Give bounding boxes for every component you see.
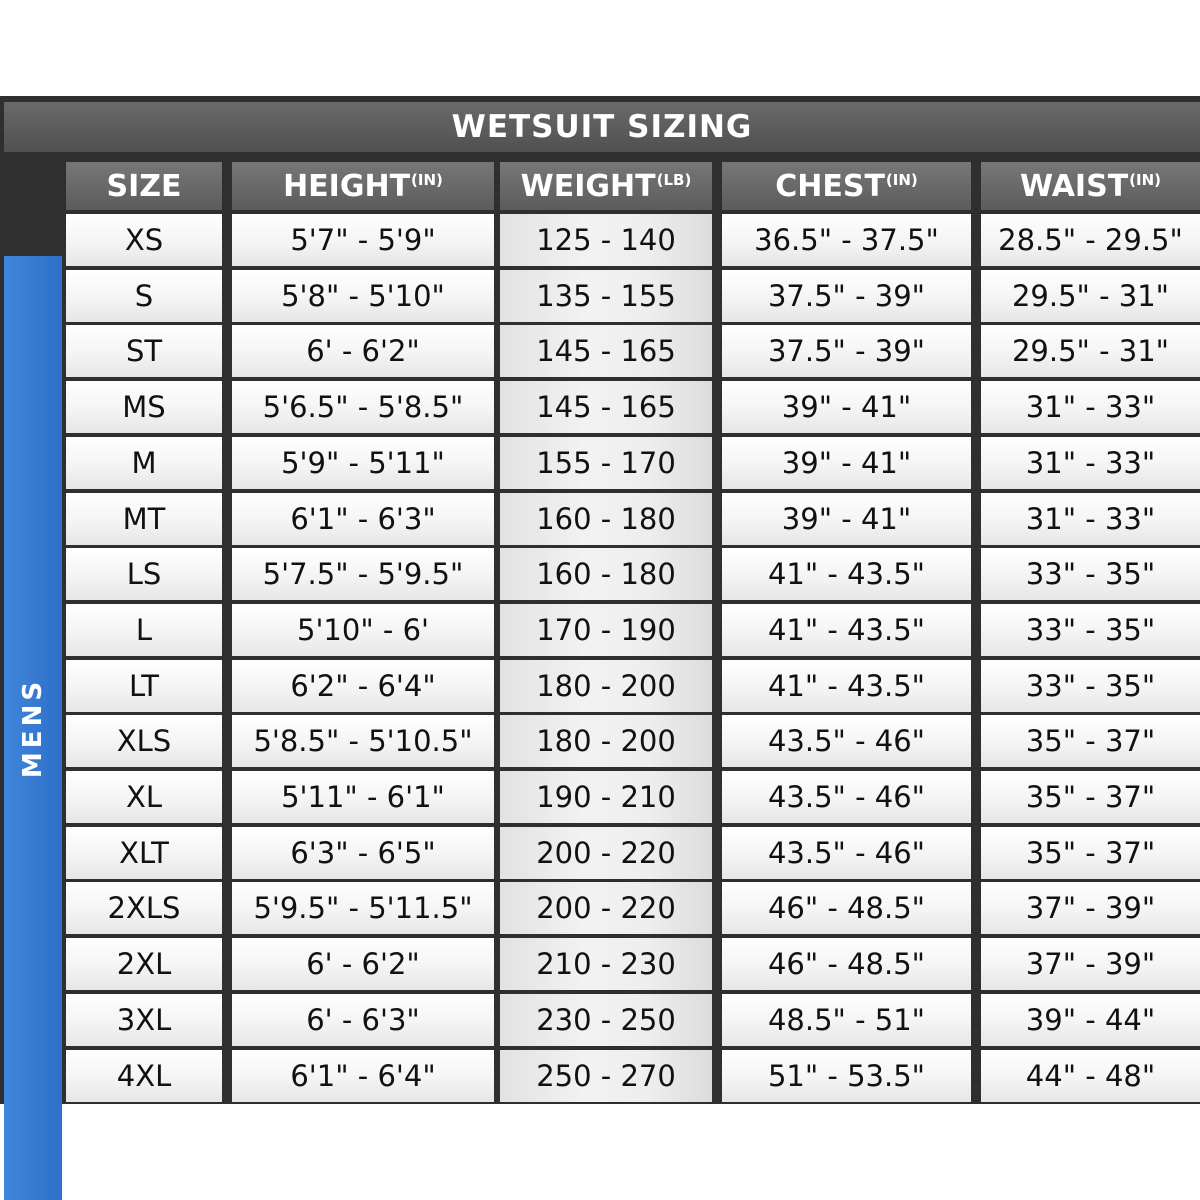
cell-chest: 46" - 48.5"	[722, 882, 971, 934]
cell-weight: 135 - 155	[500, 270, 712, 322]
header-unit: (IN)	[885, 171, 918, 189]
cell-weight: 145 - 165	[500, 325, 712, 377]
cell-weight: 145 - 165	[500, 381, 712, 433]
cell-waist: 35" - 37"	[981, 827, 1200, 879]
cell-weight: 170 - 190	[500, 604, 712, 656]
cell-chest: 48.5" - 51"	[722, 994, 971, 1046]
cell-chest: 41" - 43.5"	[722, 548, 971, 600]
cell-waist: 31" - 33"	[981, 437, 1200, 489]
cell-waist: 35" - 37"	[981, 715, 1200, 767]
cell-size: L	[66, 604, 222, 656]
header-unit: (LB)	[656, 171, 692, 189]
cell-size: LT	[66, 660, 222, 712]
cell-size: S	[66, 270, 222, 322]
cell-height: 6'3" - 6'5"	[232, 827, 494, 879]
cell-weight: 210 - 230	[500, 938, 712, 990]
cell-weight: 200 - 220	[500, 882, 712, 934]
cell-height: 6' - 6'2"	[232, 325, 494, 377]
cell-height: 6'1" - 6'4"	[232, 1050, 494, 1102]
cell-height: 5'7.5" - 5'9.5"	[232, 548, 494, 600]
cell-weight: 160 - 180	[500, 493, 712, 545]
cell-chest: 46" - 48.5"	[722, 938, 971, 990]
cell-weight: 160 - 180	[500, 548, 712, 600]
header-waist	[981, 162, 1200, 210]
header-unit: (IN)	[411, 171, 443, 189]
header-label: HEIGHT	[283, 168, 411, 204]
cell-height: 5'7" - 5'9"	[232, 214, 494, 266]
cell-height: 5'6.5" - 5'8.5"	[232, 381, 494, 433]
cell-size: M	[66, 437, 222, 489]
cell-waist: 31" - 33"	[981, 381, 1200, 433]
cell-chest: 41" - 43.5"	[722, 660, 971, 712]
cell-waist: 31" - 33"	[981, 493, 1200, 545]
header-label: SIZE	[106, 168, 182, 204]
cell-waist: 37" - 39"	[981, 882, 1200, 934]
cell-chest: 37.5" - 39"	[722, 325, 971, 377]
cell-chest: 51" - 53.5"	[722, 1050, 971, 1102]
mens-side-label	[4, 256, 62, 1200]
header-label: WAIST	[1019, 168, 1129, 204]
cell-chest: 43.5" - 46"	[722, 771, 971, 823]
cell-weight: 180 - 200	[500, 660, 712, 712]
cell-chest: 43.5" - 46"	[722, 715, 971, 767]
sizing-chart	[0, 96, 1200, 1104]
side-label-text: MENS	[18, 677, 48, 779]
cell-size: XL	[66, 771, 222, 823]
cell-weight: 155 - 170	[500, 437, 712, 489]
cell-height: 5'11" - 6'1"	[232, 771, 494, 823]
cell-waist: 29.5" - 31"	[981, 325, 1200, 377]
cell-waist: 29.5" - 31"	[981, 270, 1200, 322]
cell-weight: 190 - 210	[500, 771, 712, 823]
cell-waist: 35" - 37"	[981, 771, 1200, 823]
cell-chest: 39" - 41"	[722, 493, 971, 545]
cell-size: MT	[66, 493, 222, 545]
cell-height: 6' - 6'2"	[232, 938, 494, 990]
cell-chest: 41" - 43.5"	[722, 604, 971, 656]
header-chest	[722, 162, 971, 210]
cell-weight: 125 - 140	[500, 214, 712, 266]
cell-size: 4XL	[66, 1050, 222, 1102]
cell-chest: 37.5" - 39"	[722, 270, 971, 322]
cell-size: ST	[66, 325, 222, 377]
cell-size: MS	[66, 381, 222, 433]
cell-waist: 28.5" - 29.5"	[981, 214, 1200, 266]
cell-height: 5'10" - 6'	[232, 604, 494, 656]
cell-waist: 33" - 35"	[981, 660, 1200, 712]
header-weight	[500, 162, 712, 210]
chart-title: WETSUIT SIZING	[4, 102, 1200, 152]
cell-size: 2XL	[66, 938, 222, 990]
cell-size: LS	[66, 548, 222, 600]
cell-height: 6'2" - 6'4"	[232, 660, 494, 712]
cell-weight: 230 - 250	[500, 994, 712, 1046]
cell-waist: 33" - 35"	[981, 548, 1200, 600]
cell-size: XLT	[66, 827, 222, 879]
cell-size: XS	[66, 214, 222, 266]
cell-size: 3XL	[66, 994, 222, 1046]
cell-weight: 250 - 270	[500, 1050, 712, 1102]
cell-size: XLS	[66, 715, 222, 767]
cell-waist: 33" - 35"	[981, 604, 1200, 656]
cell-height: 5'8.5" - 5'10.5"	[232, 715, 494, 767]
cell-size: 2XLS	[66, 882, 222, 934]
header-unit: (IN)	[1129, 171, 1162, 189]
header-height	[232, 162, 494, 210]
header-label: WEIGHT	[520, 168, 656, 204]
header-size	[66, 162, 222, 210]
cell-chest: 43.5" - 46"	[722, 827, 971, 879]
cell-height: 6'1" - 6'3"	[232, 493, 494, 545]
cell-height: 5'9" - 5'11"	[232, 437, 494, 489]
cell-waist: 44" - 48"	[981, 1050, 1200, 1102]
cell-chest: 39" - 41"	[722, 437, 971, 489]
cell-height: 6' - 6'3"	[232, 994, 494, 1046]
cell-chest: 39" - 41"	[722, 381, 971, 433]
cell-weight: 180 - 200	[500, 715, 712, 767]
header-label: CHEST	[775, 168, 885, 204]
cell-waist: 39" - 44"	[981, 994, 1200, 1046]
cell-height: 5'9.5" - 5'11.5"	[232, 882, 494, 934]
cell-height: 5'8" - 5'10"	[232, 270, 494, 322]
cell-chest: 36.5" - 37.5"	[722, 214, 971, 266]
cell-waist: 37" - 39"	[981, 938, 1200, 990]
cell-weight: 200 - 220	[500, 827, 712, 879]
